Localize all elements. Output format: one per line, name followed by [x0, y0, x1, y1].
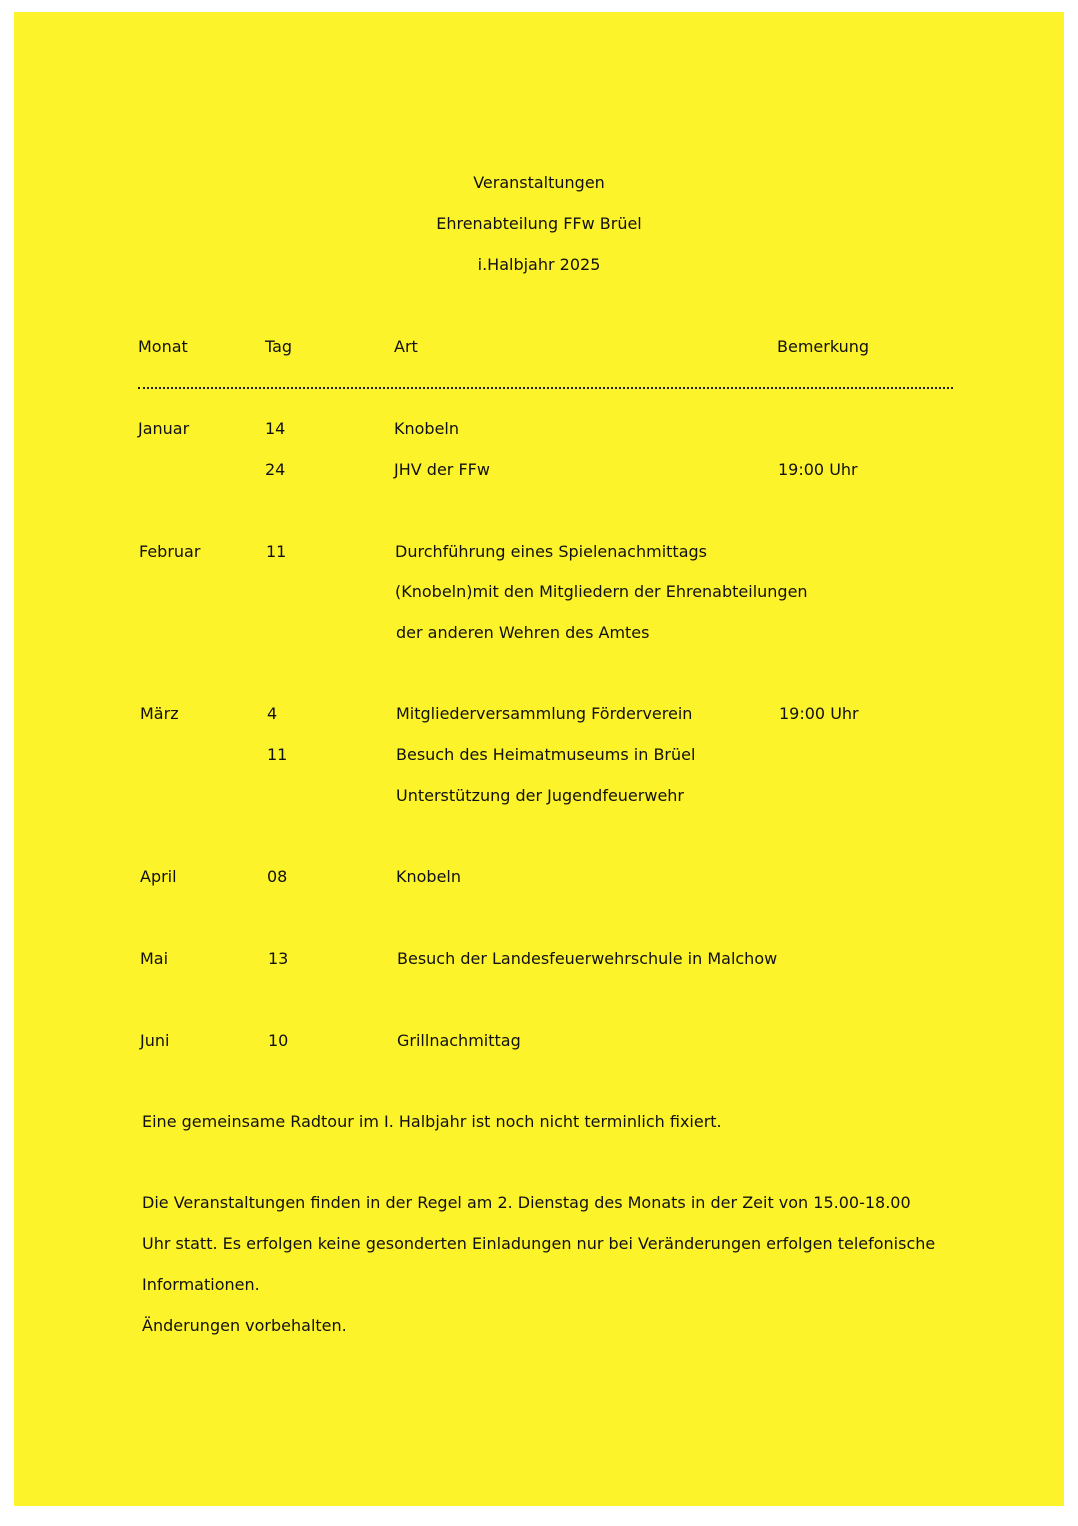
- document-page: [14, 12, 1064, 1506]
- table-cell-art: Knobeln: [396, 867, 462, 886]
- table-cell-art: Mitgliederversammlung Förderverein: [396, 704, 693, 723]
- table-cell-art: (Knobeln)mit den Mitgliedern der Ehrenabteilungen: [395, 582, 808, 601]
- table-cell-art: JHV der FFw: [394, 460, 490, 479]
- table-cell-monat: März: [140, 704, 179, 723]
- table-cell-tag: 11: [266, 542, 287, 561]
- table-cell-monat: April: [140, 867, 177, 886]
- table-cell-tag: 13: [268, 949, 289, 968]
- table-cell-monat: Januar: [138, 419, 190, 438]
- table-cell-monat: Februar: [139, 542, 201, 561]
- table-cell-tag: 24: [265, 460, 286, 479]
- note-regel-line: Uhr statt. Es erfolgen keine gesonderten Einladungen nur bei Veränderungen erfolgen telefonische: [142, 1234, 936, 1253]
- dotted-divider: [138, 387, 953, 389]
- note-vorbehalt: Änderungen vorbehalten.: [142, 1316, 347, 1335]
- note-regel-line: Informationen.: [142, 1275, 260, 1294]
- note-regel-line: Die Veranstaltungen finden in der Regel am 2. Dienstag des Monats in der Zeit von 15.00-18.00: [142, 1193, 911, 1212]
- table-cell-art: Knobeln: [394, 419, 460, 438]
- table-cell-art: Durchführung eines Spielenachmittags: [395, 542, 707, 561]
- table-cell-art: Grillnachmittag: [397, 1031, 521, 1050]
- table-cell-tag: 08: [267, 867, 288, 886]
- table-cell-tag: 10: [268, 1031, 289, 1050]
- table-cell-art: Besuch des Heimatmuseums in Brüel: [396, 745, 696, 764]
- title-halbjahr: i.Halbjahr 2025: [477, 255, 601, 274]
- table-cell-tag: 14: [265, 419, 286, 438]
- table-cell-monat: Juni: [140, 1031, 170, 1050]
- column-header-art: Art: [394, 337, 418, 356]
- table-cell-bemerkung: 19:00 Uhr: [779, 704, 859, 723]
- table-cell-monat: Mai: [140, 949, 169, 968]
- table-cell-art: der anderen Wehren des Amtes: [396, 623, 650, 642]
- table-cell-art: Unterstützung der Jugendfeuerwehr: [396, 786, 684, 805]
- table-cell-tag: 4: [267, 704, 278, 723]
- column-header-bemerkung: Bemerkung: [777, 337, 870, 356]
- title-ehrenabteilung: Ehrenabteilung FFw Brüel: [436, 214, 642, 233]
- note-radtour: Eine gemeinsame Radtour im I. Halbjahr ist noch nicht terminlich fixiert.: [142, 1112, 722, 1131]
- title-veranstaltungen: Veranstaltungen: [473, 173, 605, 192]
- column-header-monat: Monat: [138, 337, 188, 356]
- table-cell-tag: 11: [267, 745, 288, 764]
- table-cell-art: Besuch der Landesfeuerwehrschule in Malchow: [397, 949, 778, 968]
- table-cell-bemerkung: 19:00 Uhr: [778, 460, 858, 479]
- column-header-tag: Tag: [265, 337, 293, 356]
